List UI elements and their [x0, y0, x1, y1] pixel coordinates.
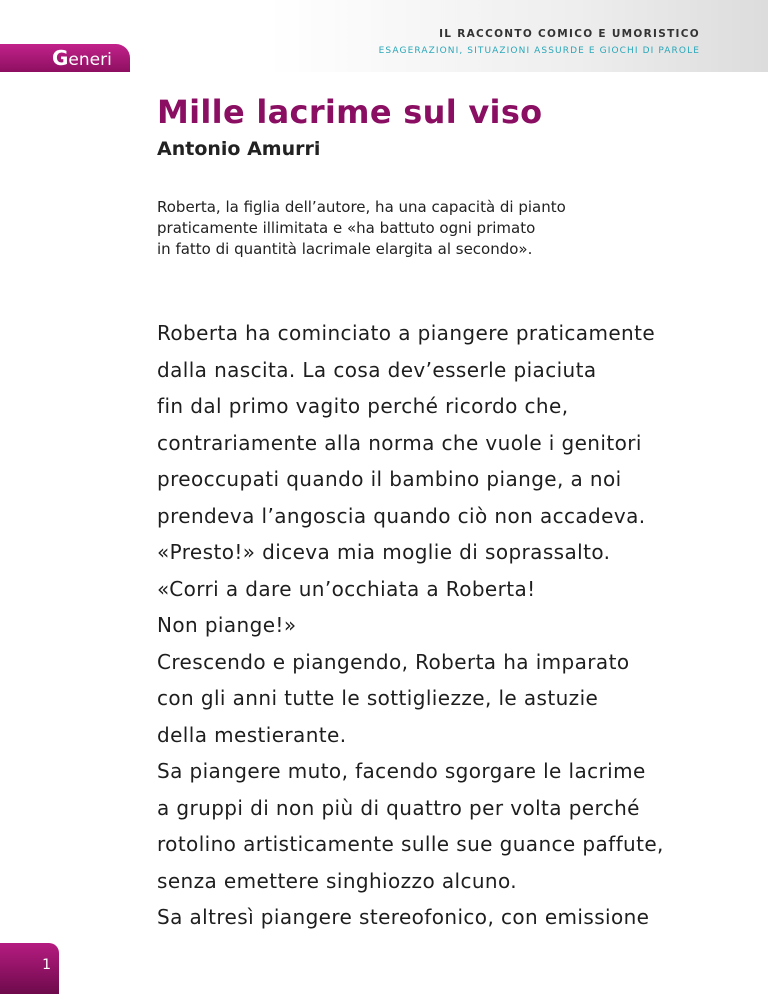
story-body	[157, 315, 717, 936]
story-author: Antonio Amurri	[157, 138, 321, 160]
body-line: a gruppi di non più di quattro per volta perché	[157, 795, 640, 820]
page-number-tab	[0, 943, 59, 994]
genre-initial: G	[52, 46, 69, 70]
section-heading: IL RACCONTO COMICO E UMORISTICO	[439, 28, 700, 40]
body-line: prendeva l’angoscia quando ciò non accadeva.	[157, 503, 646, 528]
body-line: Non piange!»	[157, 613, 297, 637]
body-line: «Presto!» diceva mia moglie di soprassalto.	[157, 540, 611, 564]
intro-paragraph	[157, 197, 697, 260]
body-line: «Corri a dare un’occhiata a Roberta!	[157, 576, 536, 601]
body-line: Crescendo e piangendo, Roberta ha imparato	[157, 649, 630, 674]
page-number: 1	[42, 957, 51, 973]
genre-label-rest: eneri	[68, 50, 112, 70]
story-title: Mille lacrime sul viso	[157, 93, 543, 131]
body-line: contrariamente alla norma che vuole i genitori	[157, 430, 642, 455]
body-line: rotolino artisticamente sulle sue guance paffute,	[157, 832, 664, 856]
body-line: Roberta ha cominciato a piangere praticamente	[157, 321, 656, 345]
body-line: dalla nascita. La cosa dev’esserle piaciuta	[157, 357, 597, 382]
section-subheading: ESAGERAZIONI, SITUAZIONI ASSURDE E GIOCHI DI PAROLE	[378, 46, 700, 56]
intro-line: praticamente illimitata e «ha battuto ogni primato	[157, 219, 536, 237]
body-line: Sa piangere muto, facendo sgorgare le lacrime	[157, 759, 646, 783]
body-line: preoccupati quando il bambino piange, a noi	[157, 467, 622, 491]
intro-line: Roberta, la figlia dell’autore, ha una capacità di pianto	[157, 198, 566, 216]
body-line: fin dal primo vagito perché ricordo che,	[157, 394, 569, 418]
body-line: senza emettere singhiozzo alcuno.	[157, 868, 518, 893]
intro-line: in fatto di quantità lacrimale elargita al secondo».	[157, 240, 533, 258]
genre-tab	[0, 44, 130, 72]
body-line: con gli anni tutte le sottigliezze, le astuzie	[157, 686, 599, 710]
body-line: della mestierante.	[157, 722, 347, 747]
body-line: Sa altresì piangere stereofonico, con emissione	[157, 905, 650, 929]
